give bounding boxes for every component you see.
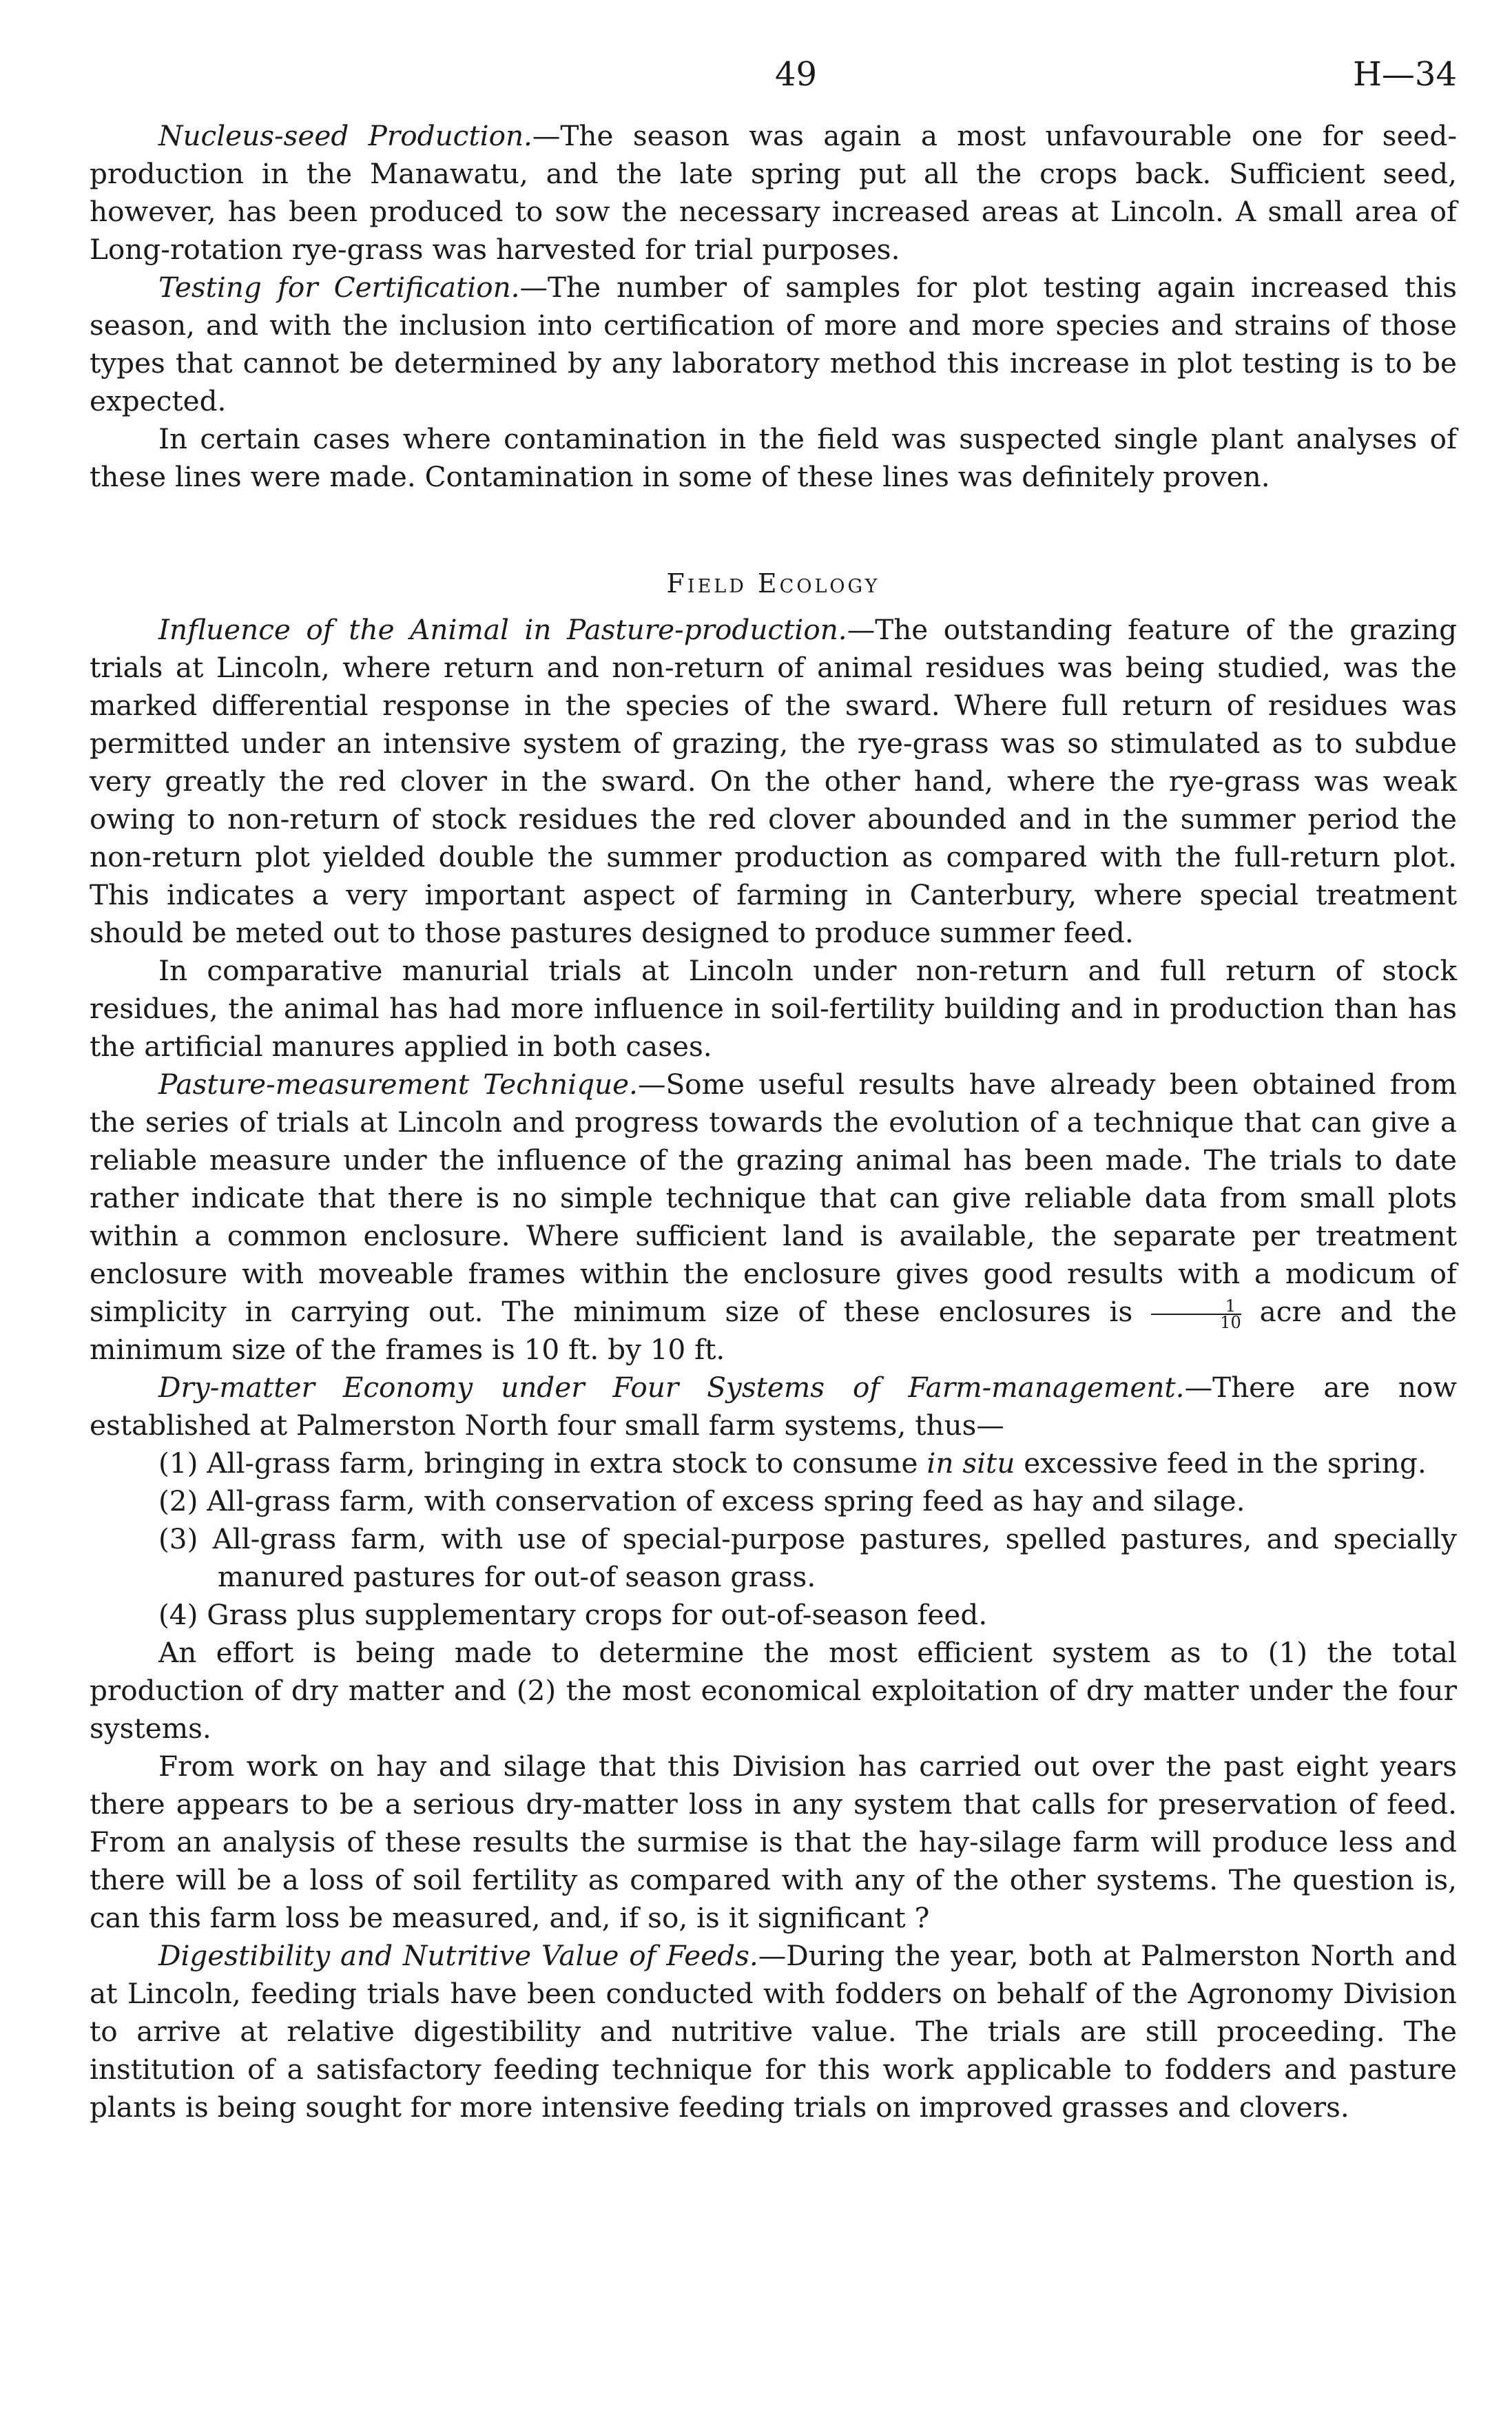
list-item-text: All-grass farm, with use of special-purpose pastures, spelled pastures, and specially manured pastures for out-of season grass. — [212, 1522, 1457, 1593]
farm-systems-list — [90, 1444, 1457, 1634]
paragraph-lead: Nucleus-seed Production. — [158, 119, 532, 152]
list-item-number: (3) — [158, 1522, 198, 1555]
list-item-number: (1) — [158, 1447, 198, 1480]
paragraph-lead: Pasture-measurement Technique. — [158, 1068, 638, 1101]
paragraph-pasture-measurement — [90, 1066, 1457, 1369]
section-heading-field-ecology: Field Ecology — [666, 568, 880, 599]
page-number: 49 — [775, 55, 818, 94]
document-reference: H—34 — [1353, 55, 1457, 94]
paragraph-influence-of-animal — [90, 611, 1457, 952]
paragraph-nucleus-seed-production — [90, 117, 1457, 269]
paragraph-contamination — [90, 420, 1457, 496]
list-item-text: All-grass farm, bringing in extra stock to consume — [207, 1447, 927, 1480]
paragraph-text: —The season was again a most unfavourable one for seed-production in the Manawatu, and the late spring put all the crops back. Sufficient seed, however, has been produced to sow the necessary increased areas at Lincoln. A small area of Long-rotation rye-grass was harvested for trial purposes. — [90, 119, 1458, 266]
paragraph-text: From work on hay and silage that this Division has carried out over the past eight years there appears to be a serious dry-matter loss in any system that calls for preservation of feed. From an analysis of these results the surmise is that the hay-silage farm will produce less and there will be a loss of soil fertility as compared with any of the other systems. The question is, can this farm loss be measured, and, if so, is it significant ? — [90, 1750, 1457, 1934]
fraction-denominator: 10 — [1220, 1312, 1241, 1332]
paragraph-manurial-trials — [90, 952, 1457, 1066]
paragraph-text: —The number of samples for plot testing again increased this season, and with the inclusion into certification of more and more species and strains of those types that cannot be determined by any laboratory method this increase in plot testing is to be expected. — [90, 271, 1458, 417]
list-item-text-continued: excessive feed in the spring. — [1015, 1447, 1427, 1480]
paragraph-text: —Some useful results have already been obtained from the series of trials at Lincoln and progress towards the evolution of a technique that can give a reliable measure under the influence of the grazing animal has been made. The trials to date rather indicate that there is no simple technique that can give reliable data from small plots within a common enclosure. Where sufficient land is available, the separate per treatment enclosure with moveable frames within the enclosure gives good results with a modicum of simplicity in carrying out. The minimum size of these enclosures is — [90, 1068, 1457, 1328]
paragraph-efficient-system — [90, 1634, 1457, 1748]
paragraph-lead: Dry-matter Economy under Four Systems of Farm-management. — [158, 1371, 1185, 1404]
list-item-number: (4) — [158, 1598, 198, 1631]
paragraph-text-continued: acre and the minimum size of the frames is 10 ft. by 10 ft. — [90, 1295, 1458, 1366]
paragraph-text: —There are now established at Palmerston North four small farm systems, thus— — [90, 1371, 1457, 1442]
list-item — [90, 1596, 1457, 1634]
paragraph-lead: Influence of the Animal in Pasture-production. — [158, 613, 847, 646]
fraction-one-tenth — [1151, 1298, 1241, 1330]
fraction-numerator: 1 — [1151, 1298, 1241, 1315]
paragraph-hay-and-silage — [90, 1748, 1457, 1937]
paragraph-text: In certain cases where contamination in the field was suspected single plant analyses of these lines were made. Contamination in some of these lines was definitely proven. — [90, 422, 1457, 493]
page-header — [90, 48, 1457, 117]
list-item — [90, 1520, 1457, 1596]
paragraph-text: In comparative manurial trials at Lincoln under non-return and full return of stock residues, the animal has had more influence in soil-fertility building and in production than has the artificial manures applied in both cases. — [90, 954, 1457, 1063]
paragraph-text: —The outstanding feature of the grazing trials at Lincoln, where return and non-return of animal residues was being studied, was the marked differential response in the species of the sward. Where full return of residues was permitted under an intensive system of grazing, the rye-grass was so stimulated as to subdue very greatly the red clover in the sward. On the other hand, where the rye-grass was weak owing to non-return of stock residues the red clover abounded and in the summer period the non-return plot yielded double the summer production as compared with the full-return plot. This indicates a very important aspect of farming in Canterbury, where special treatment should be meted out to those pastures designed to produce summer feed. — [90, 613, 1458, 949]
paragraph-text: —During the year, both at Palmerston North and at Lincoln, feeding trials have been conducted with fodders on behalf of the Agronomy Division to arrive at relative digestibility and nutritive value. The trials are still proceeding. The institution of a satisfactory feeding technique for this work applicable to fodders and pasture plants is being sought for more intensive feeding trials on improved grasses and clovers. — [90, 1939, 1457, 2124]
paragraph-testing-for-certification — [90, 269, 1457, 420]
list-item-text: All-grass farm, with conservation of excess spring feed as hay and silage. — [207, 1484, 1245, 1517]
list-item-italic: in situ — [926, 1447, 1015, 1480]
list-item — [90, 1444, 1457, 1482]
paragraph-text: An effort is being made to determine the most efficient system as to (1) the total production of dry matter and (2) the most economical exploitation of dry matter under the four systems. — [90, 1636, 1457, 1745]
document-page — [90, 48, 1457, 2126]
paragraph-lead: Testing for Certification. — [158, 271, 520, 304]
list-item-number: (2) — [158, 1484, 198, 1517]
paragraph-dry-matter-economy — [90, 1369, 1457, 1444]
list-item-text: Grass plus supplementary crops for out-of-season feed. — [207, 1598, 988, 1631]
list-item — [90, 1482, 1457, 1520]
paragraph-lead: Digestibility and Nutritive Value of Feeds. — [158, 1939, 758, 1972]
paragraph-digestibility — [90, 1937, 1457, 2126]
